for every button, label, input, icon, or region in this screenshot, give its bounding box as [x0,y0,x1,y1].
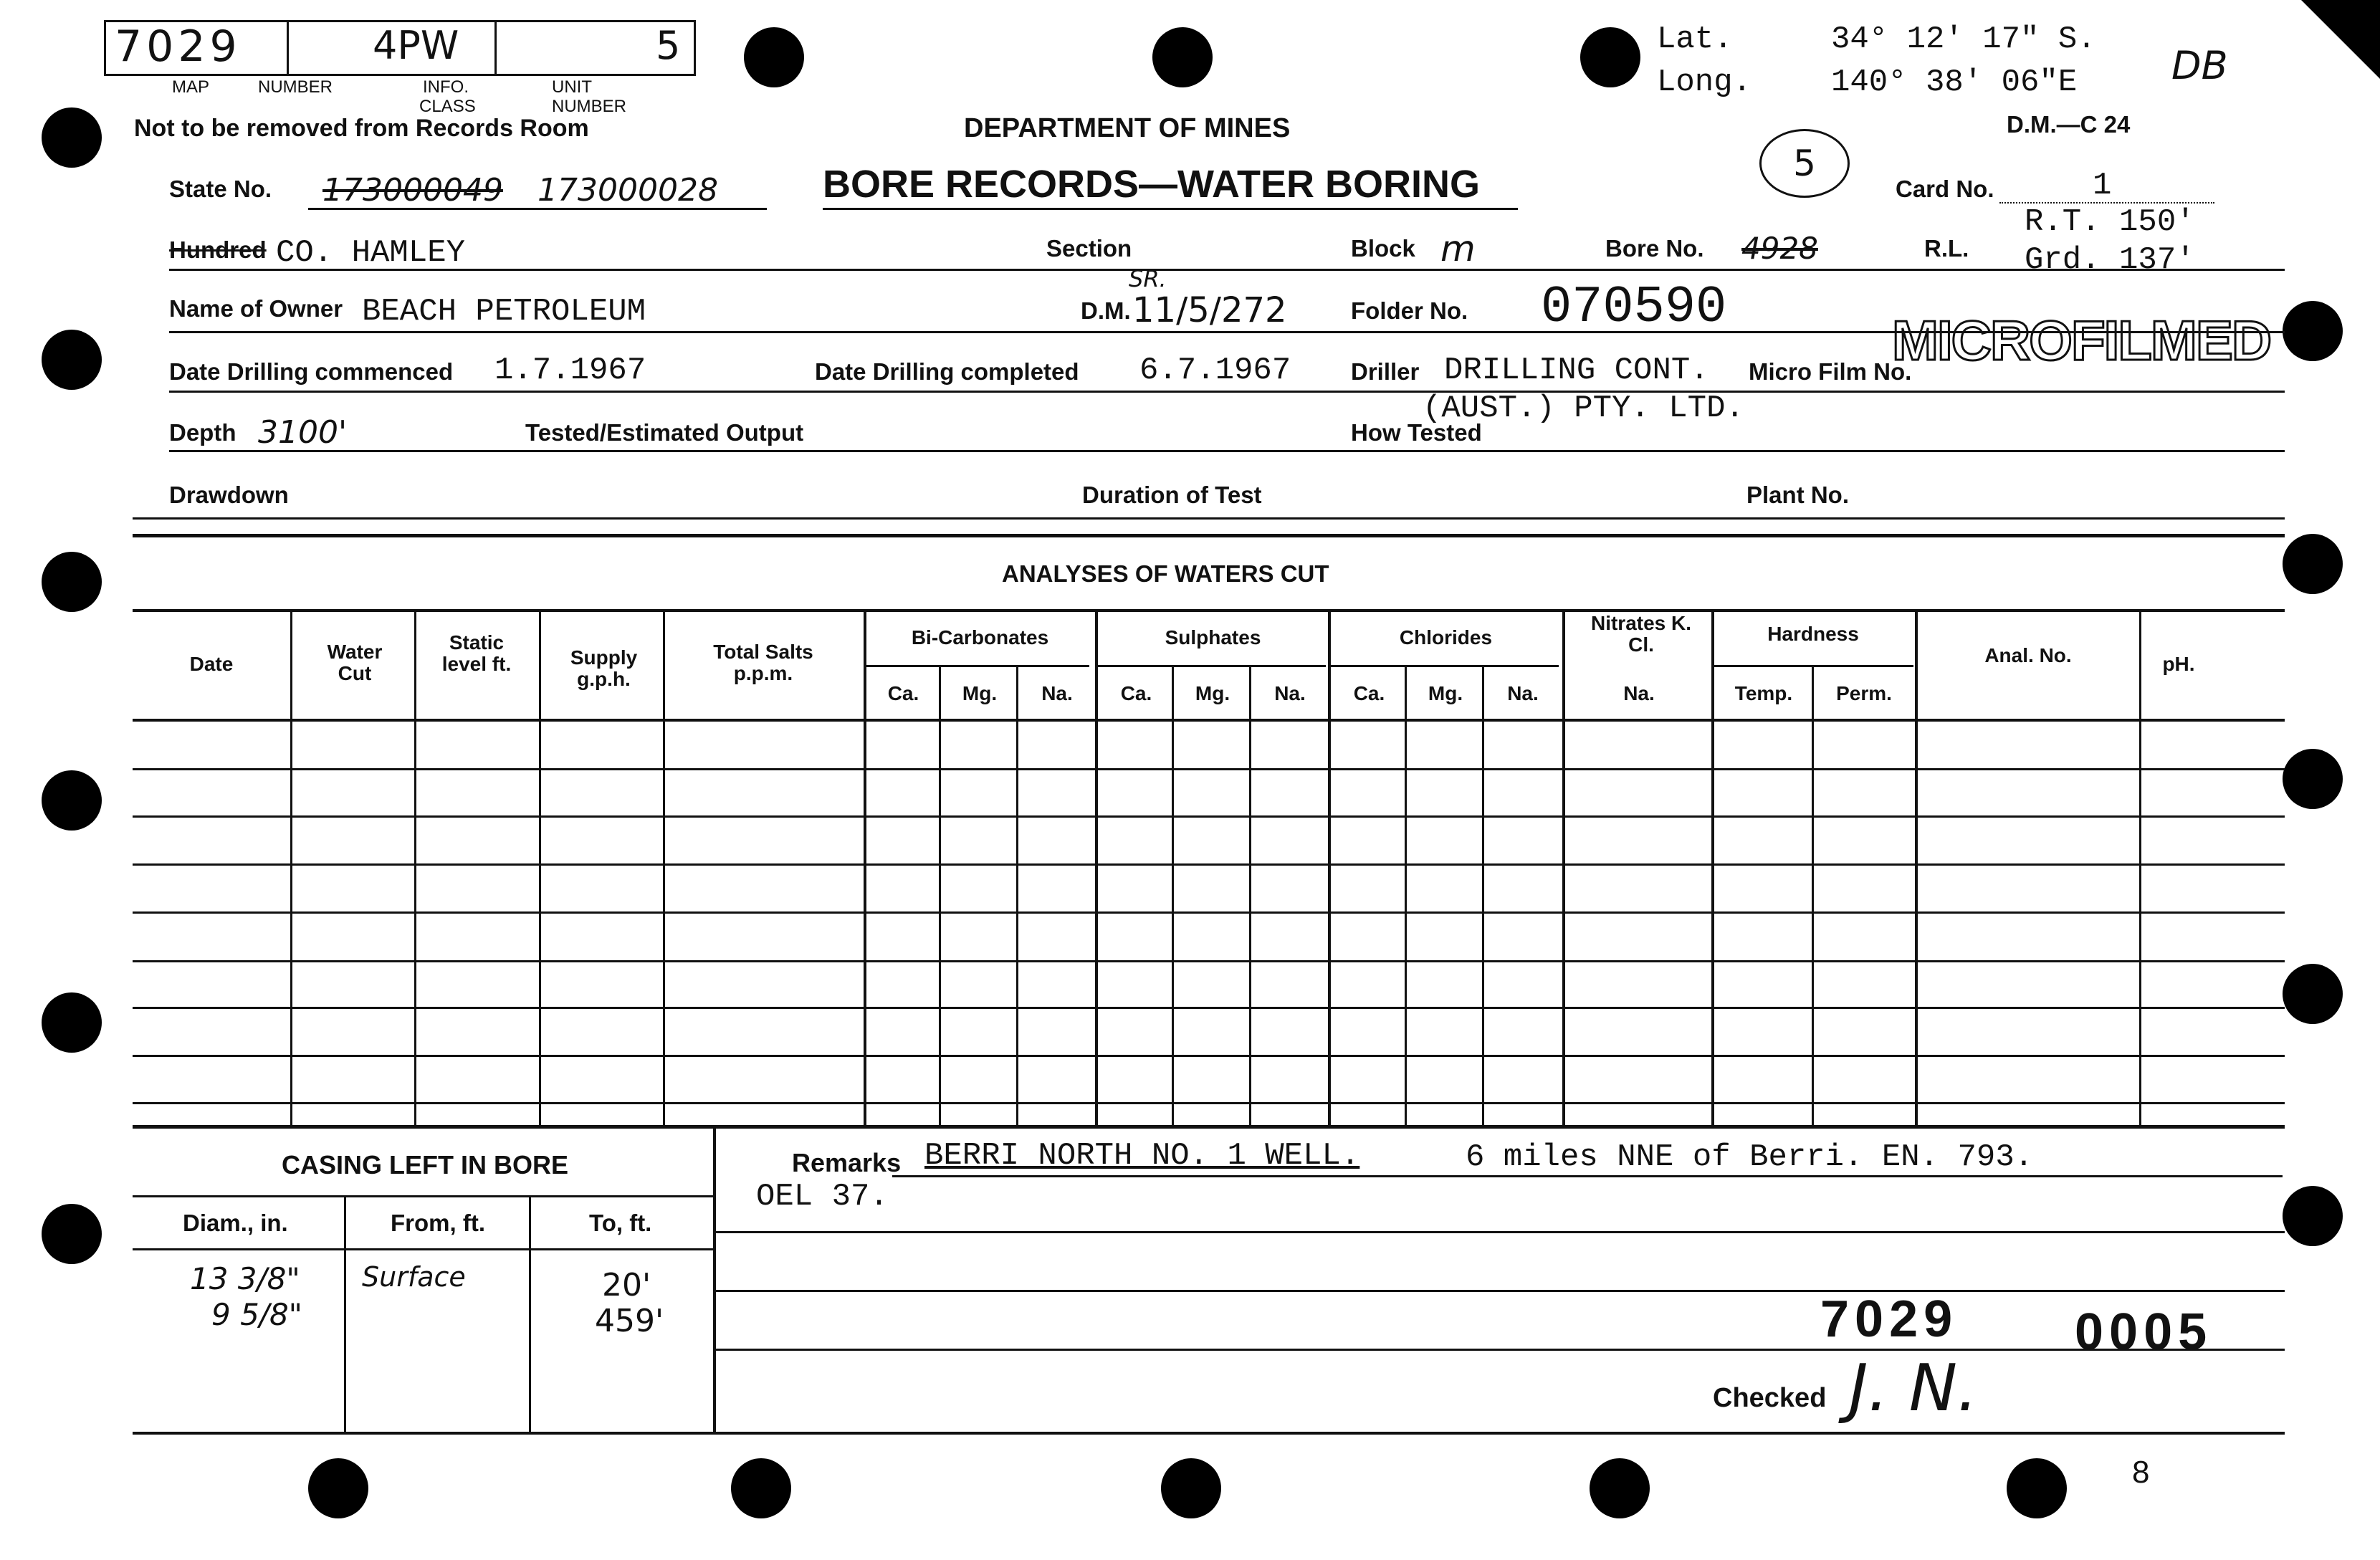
sub-na: Na. [1623,682,1655,704]
duration-label: Duration of Test [1082,482,1262,508]
dm-label: D.M. [1081,297,1131,324]
driller-label: Driller [1351,358,1420,385]
col-date: Date [189,653,234,675]
sub-na: Na. [1041,682,1073,704]
sub-na: Na. [1507,682,1539,704]
card-value: 1 [2093,168,2112,204]
casing-col-from: From, ft. [391,1210,485,1236]
col-hardness: Hardness [1767,623,1859,645]
punch-hole [2283,534,2343,594]
microfilm-label: Micro Film No. [1749,358,1912,385]
casing-diam-2: 9 5/8" [211,1297,302,1332]
driller-value-2: (AUST.) PTY. LTD. [1423,391,1744,426]
col-supply: Supply g.p.h. [570,646,638,690]
sub-mg: Mg. [1428,682,1463,704]
col-salts: Total Salts p.p.m. [713,641,813,684]
completed-label: Date Drilling completed [815,358,1079,385]
punch-hole [1152,27,1213,87]
punch-hole [1590,1458,1650,1518]
punch-hole [308,1458,368,1518]
map-number: 7029 [115,21,242,72]
sub-temp: Temp. [1734,682,1793,704]
punch-hole [1161,1458,1221,1518]
initials: DB [2171,43,2228,88]
analyses-title: ANALYSES OF WATERS CUT [1002,560,1329,587]
section-label: Section [1046,235,1132,262]
casing-title: CASING LEFT IN BORE [282,1150,569,1179]
commenced-label: Date Drilling commenced [169,358,454,385]
long-value: 140° 38' 06"E [1831,64,2078,100]
punch-hole [42,552,102,612]
circled-number: 5 [1759,129,1850,198]
hundred-label: Hundred [169,236,267,263]
punch-hole [2283,301,2343,361]
punch-hole [1580,27,1640,87]
block-value: m [1440,228,1476,269]
depth-value: 3100' [258,414,348,451]
punch-hole [42,1204,102,1264]
casing-from-1: Surface [362,1261,466,1293]
block-label: Block [1351,235,1415,262]
owner-value: BEACH PETROLEUM [362,294,646,330]
how-label: How Tested [1351,419,1482,446]
long-label: Long. [1657,64,1752,100]
bore-label: Bore No. [1605,235,1704,262]
folder-label: Folder No. [1351,297,1468,324]
remarks-label: Remarks [792,1148,902,1177]
sr-note: SR. [1129,265,1167,292]
col-water-cut: Water Cut [327,641,383,684]
records-note: Not to be removed from Records Room [134,115,589,142]
punch-hole [2283,964,2343,1024]
output-label: Tested/Estimated Output [525,419,804,446]
owner-label: Name of Owner [169,295,343,322]
col-nitrates: Nitrates K. Cl. [1590,612,1692,656]
sub-ca: Ca. [1353,682,1385,704]
col-chlor: Chlorides [1399,626,1493,649]
remarks-line-1b: 6 miles NNE of Berri. EN. 793. [1466,1139,2034,1175]
class-label: CLASS [419,97,476,116]
sub-mg: Mg. [1195,682,1230,704]
info-label: INFO. [423,77,469,97]
state-value: 173000028 [537,172,718,209]
punch-hole [42,770,102,831]
casing-col-to: To, ft. [589,1210,652,1236]
folder-value: 070590 [1541,278,1727,337]
dm-value: 11/5/272 [1132,290,1287,330]
commenced-value: 1.7.1967 [494,353,646,388]
corner-fold [2301,0,2380,79]
unit-number: 5 [656,23,681,68]
rl-label: R.L. [1924,235,1969,262]
grd-value: Grd. 137' [2025,242,2195,278]
stamp-number: 7029 [1820,1291,1959,1348]
casing-to-2: 459' [595,1303,664,1339]
state-struck: 173000049 [322,172,503,209]
number-label: NUMBER [258,77,333,97]
punch-hole [731,1458,791,1518]
punch-hole [42,992,102,1053]
punch-hole [744,27,804,87]
col-anal: Anal. No. [1984,644,2072,666]
casing-col-diam: Diam., in. [183,1210,288,1236]
department: DEPARTMENT OF MINES [964,113,1291,143]
page-title: BORE RECORDS—WATER BORING [823,163,1481,206]
sub-mg: Mg. [962,682,998,704]
punch-hole [2007,1458,2067,1518]
info-class: 4PW [373,23,459,68]
casing-diam-1: 13 3/8" [190,1261,300,1296]
punch-hole [2283,1186,2343,1246]
drawdown-label: Drawdown [169,482,289,508]
sub-ca: Ca. [887,682,919,704]
punch-hole [2283,749,2343,809]
casing-to-1: 20' [602,1267,651,1303]
col-sulph: Sulphates [1165,626,1261,649]
sub-ca: Ca. [1120,682,1152,704]
remarks-line-1a: BERRI NORTH NO. 1 WELL. [924,1138,1360,1174]
col-ph: pH. [2162,653,2195,675]
dm-code: D.M.—C 24 [2007,111,2131,138]
punch-hole [42,330,102,390]
driller-value: DRILLING CONT. [1444,353,1709,388]
lat-label: Lat. [1657,21,1733,57]
completed-value: 6.7.1967 [1139,353,1291,388]
stamp-number-2: 0005 [2075,1303,2213,1361]
punch-hole [42,107,102,168]
sub-na: Na. [1274,682,1306,704]
rt-value: R.T. 150' [2025,204,2195,240]
col-static: Static level ft. [441,631,512,675]
lat-value: 34° 12' 17" S. [1831,21,2096,57]
unit-label-2: NUMBER [552,97,627,116]
depth-label: Depth [169,419,236,446]
unit-label: UNIT [552,77,592,97]
remarks-line-2: OEL 37. [756,1179,889,1215]
map-label: MAP [172,77,210,97]
sub-perm: Perm. [1836,682,1892,704]
plant-label: Plant No. [1746,482,1850,508]
checked-label: Checked [1713,1383,1827,1413]
checked-signature: J. N. [1849,1351,1978,1426]
col-bicarb: Bi-Carbonates [911,626,1049,649]
card-label: Card No. [1896,176,1994,202]
bore-struck: 4928 [1741,231,1818,266]
hundred-value: CO. HAMLEY [276,235,466,271]
microfilmed-stamp: MICROFILMED [1892,309,2271,372]
page-number: 8 [2132,1455,2150,1490]
state-label: State No. [169,176,272,202]
